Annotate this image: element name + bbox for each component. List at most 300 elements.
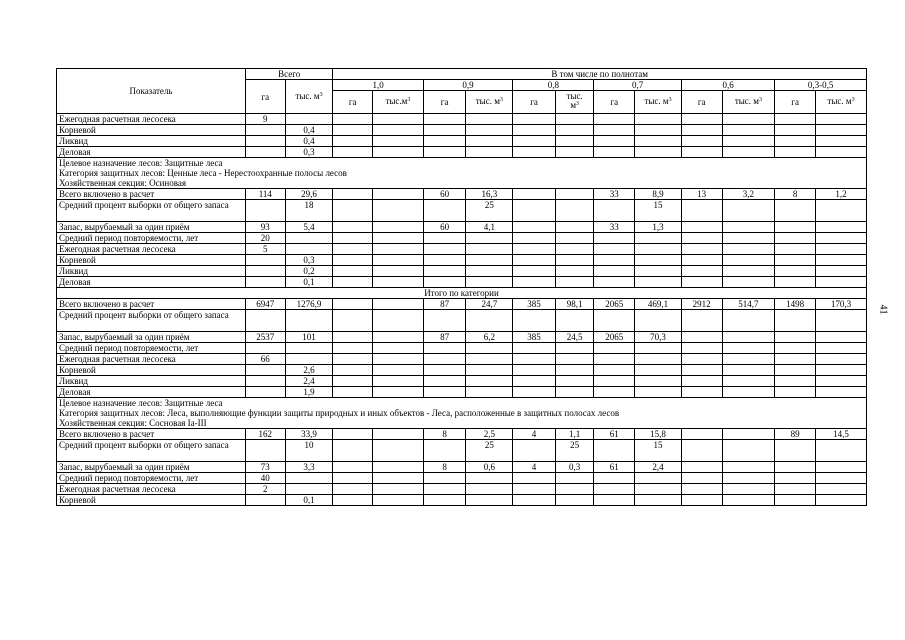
table-cell	[423, 440, 466, 462]
table-cell	[555, 244, 594, 255]
table-cell	[635, 343, 682, 354]
table-cell	[245, 266, 285, 277]
table-cell	[722, 233, 775, 244]
table-row	[57, 354, 867, 365]
table-cell	[373, 233, 424, 244]
header-total: Всего	[245, 69, 332, 80]
table-cell	[245, 495, 285, 506]
table-cell	[373, 440, 424, 462]
table-cell	[555, 266, 594, 277]
table-cell	[594, 233, 635, 244]
table-cell	[722, 200, 775, 222]
table-cell	[722, 114, 775, 125]
table-cell	[635, 354, 682, 365]
table-cell	[635, 114, 682, 125]
table-row	[57, 440, 867, 462]
table-cell	[555, 310, 594, 332]
row-label: Корневой	[57, 365, 246, 376]
table-cell	[466, 376, 513, 387]
table-cell	[333, 189, 373, 200]
table-cell	[775, 233, 816, 244]
table-cell	[466, 233, 513, 244]
row-label: Ежегодная расчетная лесосека	[57, 114, 246, 125]
table-cell: 33	[594, 189, 635, 200]
table-cell	[466, 365, 513, 376]
table-cell	[333, 365, 373, 376]
table-cell	[635, 473, 682, 484]
table-cell	[333, 473, 373, 484]
header-density-3: 0,8	[513, 80, 594, 91]
table-cell	[722, 365, 775, 376]
section-line: Хозяйственная секция: Осиновая	[59, 178, 186, 188]
table-cell	[423, 255, 466, 266]
table-cell	[815, 484, 866, 495]
table-row	[57, 288, 867, 299]
table-cell	[333, 343, 373, 354]
row-label: Деловая	[57, 387, 246, 398]
table-cell: 3,3	[285, 462, 333, 473]
table-cell	[722, 332, 775, 343]
header-m3: тыс. $м^3$	[635, 91, 682, 114]
table-cell	[775, 387, 816, 398]
table-cell	[681, 147, 722, 158]
table-cell	[466, 473, 513, 484]
table-cell	[635, 147, 682, 158]
table-cell: 8	[423, 429, 466, 440]
table-cell	[285, 473, 333, 484]
table-cell	[285, 310, 333, 332]
table-cell: 0,3	[555, 462, 594, 473]
table-cell: 1,2	[815, 189, 866, 200]
table-cell	[333, 376, 373, 387]
table-cell	[333, 387, 373, 398]
table-cell	[722, 222, 775, 233]
row-label: Средний период повторяемости, лет	[57, 473, 246, 484]
table-cell	[681, 136, 722, 147]
table-cell	[423, 343, 466, 354]
table-cell	[333, 125, 373, 136]
table-cell	[635, 277, 682, 288]
table-cell	[681, 114, 722, 125]
section-heading	[57, 398, 867, 429]
table-cell: 15	[635, 200, 682, 222]
table-cell: 29,6	[285, 189, 333, 200]
header-density-4: 0,7	[594, 80, 681, 91]
header-total-m3: тыс. $м^3$	[285, 80, 333, 114]
table-cell	[373, 244, 424, 255]
table-cell	[722, 255, 775, 266]
table-cell	[333, 222, 373, 233]
table-cell	[775, 440, 816, 462]
table-cell: 25	[555, 440, 594, 462]
table-cell	[681, 440, 722, 462]
table-row	[57, 114, 867, 125]
table-cell: 4	[513, 462, 556, 473]
table-cell	[423, 376, 466, 387]
table-cell	[815, 147, 866, 158]
header-ha: га	[513, 91, 556, 114]
table-cell	[555, 125, 594, 136]
table-cell	[555, 277, 594, 288]
row-label: Всего включено в расчет	[57, 429, 246, 440]
table-cell	[373, 343, 424, 354]
row-label: Корневой	[57, 495, 246, 506]
table-header	[57, 69, 867, 114]
table-cell	[815, 136, 866, 147]
header-m3: тыс. $м^3$	[555, 91, 594, 114]
table-cell	[775, 114, 816, 125]
table-cell	[681, 332, 722, 343]
table-cell	[245, 136, 285, 147]
table-cell	[555, 114, 594, 125]
table-cell: 8	[423, 462, 466, 473]
table-cell	[333, 310, 373, 332]
table-cell	[775, 376, 816, 387]
table-cell: 8	[775, 189, 816, 200]
table-body	[57, 114, 867, 506]
table-cell	[513, 440, 556, 462]
table-row	[57, 200, 867, 222]
table-cell	[775, 244, 816, 255]
table-row	[57, 136, 867, 147]
table-cell	[555, 255, 594, 266]
table-cell	[245, 125, 285, 136]
table-row	[57, 398, 867, 429]
table-cell	[373, 462, 424, 473]
row-label: Средний процент выборки от общего запаса	[57, 440, 246, 462]
table-cell	[681, 277, 722, 288]
table-cell: 10	[285, 440, 333, 462]
row-label: Деловая	[57, 277, 246, 288]
table-cell	[285, 343, 333, 354]
table-cell	[681, 233, 722, 244]
table-cell: 13	[681, 189, 722, 200]
table-cell	[513, 136, 556, 147]
table-cell	[815, 310, 866, 332]
table-row	[57, 147, 867, 158]
table-cell	[594, 255, 635, 266]
table-row	[57, 266, 867, 277]
table-cell	[555, 222, 594, 233]
table-cell: 6947	[245, 299, 285, 310]
table-cell	[245, 440, 285, 462]
table-cell	[594, 244, 635, 255]
table-cell	[555, 495, 594, 506]
table-cell	[423, 244, 466, 255]
table-cell	[513, 200, 556, 222]
table-cell: 0,2	[285, 266, 333, 277]
table-cell: 60	[423, 222, 466, 233]
table-row	[57, 495, 867, 506]
table-cell: 2912	[681, 299, 722, 310]
table-cell	[635, 387, 682, 398]
header-m3: $тыс.м^3$	[373, 91, 424, 114]
table-row	[57, 387, 867, 398]
table-cell	[513, 495, 556, 506]
table-cell	[466, 484, 513, 495]
category-total-title: Итого по категории	[57, 288, 867, 299]
table-cell: 98,1	[555, 299, 594, 310]
header-density-6: 0,3-0,5	[775, 80, 867, 91]
table-cell	[681, 473, 722, 484]
table-cell	[722, 147, 775, 158]
table-cell	[245, 343, 285, 354]
table-cell	[513, 354, 556, 365]
table-cell	[681, 429, 722, 440]
table-row	[57, 429, 867, 440]
table-cell: 24,5	[555, 332, 594, 343]
table-cell	[722, 429, 775, 440]
table-cell	[555, 343, 594, 354]
table-cell: 15	[635, 440, 682, 462]
table-cell	[775, 136, 816, 147]
table-cell	[815, 266, 866, 277]
table-cell	[775, 343, 816, 354]
table-cell	[513, 114, 556, 125]
table-cell	[466, 147, 513, 158]
row-label: Ежегодная расчетная лесосека	[57, 354, 246, 365]
page-number: 41	[877, 304, 889, 315]
table-cell	[513, 310, 556, 332]
table-cell	[815, 365, 866, 376]
table-cell	[594, 354, 635, 365]
table-cell	[775, 200, 816, 222]
table-cell: 14,5	[815, 429, 866, 440]
table-cell	[373, 147, 424, 158]
table-cell	[635, 376, 682, 387]
table-cell	[635, 244, 682, 255]
table-cell	[722, 473, 775, 484]
row-label: Ликвид	[57, 266, 246, 277]
table-cell	[373, 484, 424, 495]
row-label: Запас, вырубаемый за один приём	[57, 332, 246, 343]
table-row	[57, 343, 867, 354]
row-label: Ликвид	[57, 136, 246, 147]
table-cell	[635, 484, 682, 495]
table-cell	[594, 200, 635, 222]
table-cell	[815, 343, 866, 354]
forest-table	[56, 68, 867, 506]
table-cell	[681, 387, 722, 398]
table-cell	[775, 266, 816, 277]
table-cell	[333, 484, 373, 495]
table-cell	[722, 462, 775, 473]
table-cell	[722, 440, 775, 462]
table-cell	[775, 332, 816, 343]
table-cell: 0,1	[285, 495, 333, 506]
table-cell	[594, 125, 635, 136]
table-cell	[635, 365, 682, 376]
table-cell	[815, 255, 866, 266]
table-cell: 3,2	[722, 189, 775, 200]
table-cell	[513, 484, 556, 495]
table-cell	[815, 440, 866, 462]
table-cell	[815, 387, 866, 398]
table-cell	[594, 277, 635, 288]
table-cell	[333, 114, 373, 125]
table-cell	[513, 343, 556, 354]
section-heading	[57, 158, 867, 189]
table-cell	[681, 354, 722, 365]
table-cell: 73	[245, 462, 285, 473]
table-cell	[635, 136, 682, 147]
table-cell	[681, 365, 722, 376]
header-m3: тыс. $м^3$	[466, 91, 513, 114]
row-label: Ликвид	[57, 376, 246, 387]
table-cell: 1498	[775, 299, 816, 310]
table-cell	[681, 125, 722, 136]
table-cell	[466, 277, 513, 288]
row-label: Средний процент выборки от общего запаса	[57, 310, 246, 332]
table-cell	[555, 473, 594, 484]
table-cell	[373, 266, 424, 277]
section-line: Целевое назначение лесов: Защитные леса	[59, 158, 223, 168]
table-cell: 1,3	[635, 222, 682, 233]
table-cell	[815, 244, 866, 255]
table-cell	[681, 200, 722, 222]
header-m3: тыс. $м^3$	[722, 91, 775, 114]
table-cell	[681, 266, 722, 277]
table-cell: 0,3	[285, 147, 333, 158]
table-cell	[555, 387, 594, 398]
table-cell	[775, 310, 816, 332]
header-ha: га	[775, 91, 816, 114]
table-cell: 33,9	[285, 429, 333, 440]
table-row	[57, 277, 867, 288]
row-label: Средний период повторяемости, лет	[57, 233, 246, 244]
table-cell	[681, 484, 722, 495]
table-cell	[245, 376, 285, 387]
table-cell	[815, 462, 866, 473]
row-label: Всего включено в расчет	[57, 189, 246, 200]
table-cell	[423, 473, 466, 484]
table-cell: 89	[775, 429, 816, 440]
table-cell	[333, 277, 373, 288]
table-cell: 2,6	[285, 365, 333, 376]
table-cell	[815, 495, 866, 506]
header-ha: га	[423, 91, 466, 114]
header-density-2: 0,9	[423, 80, 512, 91]
table-row	[57, 365, 867, 376]
table-cell	[681, 495, 722, 506]
table-cell	[594, 147, 635, 158]
table-cell	[333, 255, 373, 266]
table-cell	[594, 136, 635, 147]
table-cell	[775, 484, 816, 495]
table-cell: 2537	[245, 332, 285, 343]
table-cell: 25	[466, 440, 513, 462]
table-cell	[815, 376, 866, 387]
table-cell	[555, 354, 594, 365]
table-cell	[423, 277, 466, 288]
table-cell	[373, 495, 424, 506]
table-cell	[513, 473, 556, 484]
header-density-1: 1,0	[333, 80, 423, 91]
table-cell	[513, 255, 556, 266]
table-cell	[333, 266, 373, 277]
table-row	[57, 125, 867, 136]
table-cell	[373, 299, 424, 310]
table-cell	[333, 354, 373, 365]
table-cell	[466, 255, 513, 266]
table-cell	[775, 125, 816, 136]
table-cell	[423, 147, 466, 158]
table-cell: 16,3	[466, 189, 513, 200]
table-cell	[423, 233, 466, 244]
table-cell	[815, 125, 866, 136]
table-cell	[513, 376, 556, 387]
table-cell	[775, 277, 816, 288]
table-cell	[423, 354, 466, 365]
header-total-ha: га	[245, 80, 285, 114]
table-row	[57, 484, 867, 495]
table-cell	[722, 495, 775, 506]
table-cell	[513, 277, 556, 288]
table-cell	[594, 266, 635, 277]
table-cell	[635, 255, 682, 266]
table-row	[57, 332, 867, 343]
table-cell	[555, 484, 594, 495]
table-cell	[681, 222, 722, 233]
table-cell	[635, 233, 682, 244]
row-label: Корневой	[57, 125, 246, 136]
table-cell: 24,7	[466, 299, 513, 310]
table-cell	[815, 332, 866, 343]
table-cell	[423, 266, 466, 277]
table-cell: 8,9	[635, 189, 682, 200]
table-cell: 1276,9	[285, 299, 333, 310]
row-label: Запас, вырубаемый за один приём	[57, 222, 246, 233]
table-cell	[722, 136, 775, 147]
table-cell	[513, 125, 556, 136]
table-row	[57, 222, 867, 233]
table-cell	[245, 147, 285, 158]
table-cell	[775, 365, 816, 376]
table-cell	[333, 147, 373, 158]
table-cell: 9	[245, 114, 285, 125]
table-cell	[373, 136, 424, 147]
header-ha: га	[681, 91, 722, 114]
table-cell	[245, 277, 285, 288]
table-cell	[373, 429, 424, 440]
header-ha: га	[594, 91, 635, 114]
table-cell	[285, 233, 333, 244]
table-cell	[775, 222, 816, 233]
table-cell	[594, 484, 635, 495]
row-label: Средний период повторяемости, лет	[57, 343, 246, 354]
header-ha: га	[333, 91, 373, 114]
table-cell	[285, 244, 333, 255]
table-cell	[555, 376, 594, 387]
table-cell	[594, 473, 635, 484]
table-cell: 70,3	[635, 332, 682, 343]
table-cell	[373, 332, 424, 343]
table-cell	[466, 495, 513, 506]
section-line: Категория защитных лесов: Ценные леса - Нерестоохранные полосы лесов	[59, 168, 347, 178]
table-cell	[333, 332, 373, 343]
table-cell	[722, 484, 775, 495]
table-cell	[722, 266, 775, 277]
table-cell: 170,3	[815, 299, 866, 310]
table-cell	[775, 473, 816, 484]
table-cell	[513, 189, 556, 200]
table-cell	[423, 365, 466, 376]
table-cell: 514,7	[722, 299, 775, 310]
table-cell: 0,4	[285, 125, 333, 136]
table-cell	[373, 354, 424, 365]
table-cell	[594, 440, 635, 462]
table-cell	[775, 147, 816, 158]
